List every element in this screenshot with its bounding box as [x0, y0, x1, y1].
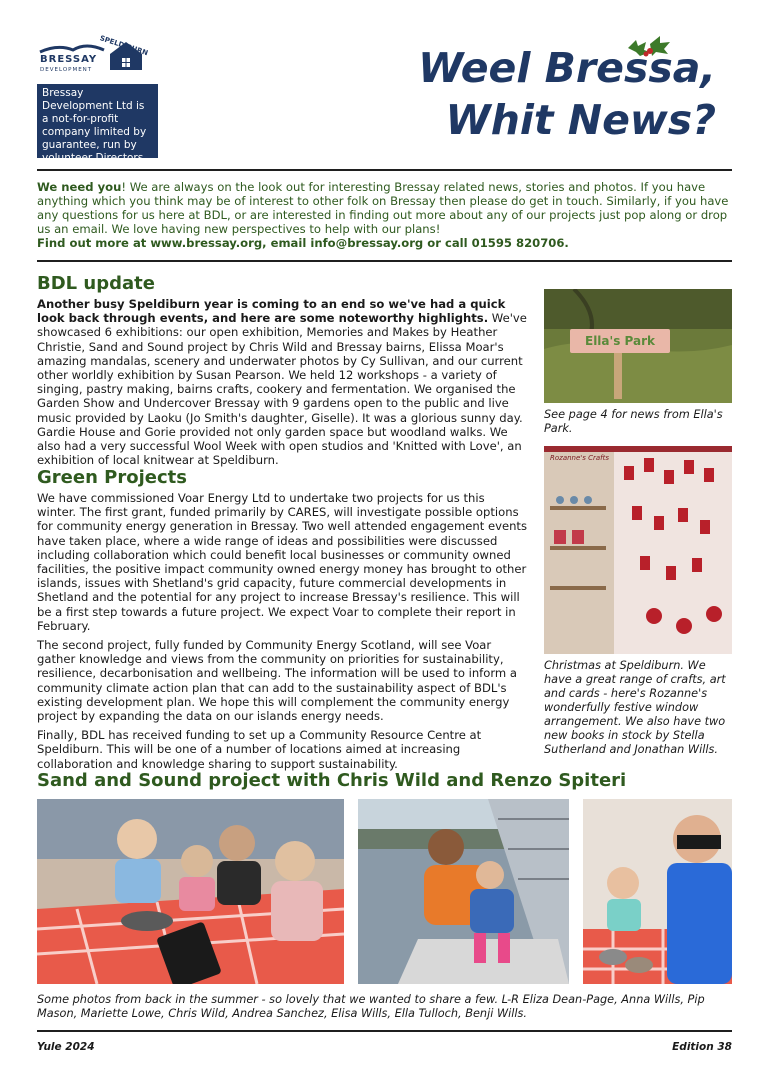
intro-paragraph: [37, 180, 732, 250]
intro-contact: Find out more at www.bressay.org, email info@bressay.org or call 01595 820706.: [37, 236, 569, 250]
logo-arc-text: SPELDIBURN: [98, 34, 149, 58]
sand-sound-photo-1: [37, 799, 344, 984]
green-projects-body: [37, 491, 527, 776]
rozannes-crafts-sign: Rozanne's Crafts: [550, 454, 609, 462]
page-title: [418, 42, 716, 146]
divider-middle: [37, 260, 732, 262]
divider-top: [37, 169, 732, 171]
green-projects-paragraph: We have commissioned Voar Energy Ltd to undertake two projects for us this winter. The first grant, funded primarily by CARES, will investigate possible options for community energy generation in Bressay. Two well attended engagement events have taken place, where a wide range of ideas and possibilities were discussed including collaboration which could benefit local businesses or community owned facilities, the positive impact community owned energy money has brought to other islands, issues with Shetland's grid capacity, future commercial developments in Shetland and the potential for any project to increase Bressay's resilience. This will be a first step towards a future project. We expect Voar to complete their report in February.: [37, 491, 528, 633]
sand-sound-photo-3: [583, 799, 732, 984]
ellas-park-sign: Ella's Park: [585, 334, 655, 348]
logo-subtext: DEVELOPMENT: [40, 67, 93, 73]
bdl-update-text: We've showcased 6 exhibitions: our open exhibition, Memories and Makes by Heather Christie, Sand and Sound project by Chris Wild and Bressay bairns, Elissa Moar's amazing mandalas, scenery and underwater photos by Cy Sullivan, and our current other worldly exhibition by Susan Pearson. We held 12 workshops - a variety of singing, pastry making, bairns crafts, cookery and fermentation. We organised the Garden Show and Undercover Bressay with 9 gardens open to the public and live music provided by Laoku (Jo Smith's daughter, Giselle). It was a glorious sunny day. Gardie House and Gorie provided not only garden space but woodland walks. We also had a very successful Wool Week with open studios and 'Knitted with Love', an exhibition of local knitwear at Speldiburn.: [37, 311, 527, 468]
ellas-park-photo: [544, 289, 732, 403]
ellas-park-caption: See page 4 for news from Ella's Park.: [544, 408, 723, 435]
sand-sound-photo-2: [358, 799, 569, 984]
sand-sound-caption: Some photos from back in the summer - so lovely that we wanted to share a few. L-R Eliza Dean-Page, Anna Wills, Pip Mason, Mariette Lowe, Chris Wild, Andrea Sanchez, Elisa Wills, Ella Tulloch, Benji Wills.: [37, 993, 705, 1020]
bdl-logo: [38, 34, 158, 82]
intro-lead: We need you: [37, 180, 122, 194]
title-line-1: Weel Bressa,: [418, 44, 716, 92]
rozannes-crafts-caption: Christmas at Speldiburn. We have a great range of crafts, art and cards - here's Rozanne's wonderfully festive window arrangement. We also have two new books in stock by Stella Sutherland and Jonathan Wills.: [544, 659, 726, 756]
bdl-update-body: [37, 297, 527, 467]
bdl-update-lead: Another busy Speldiburn year is coming to an end so we've had a quick look back through events, and here are some noteworthy highlights.: [37, 297, 506, 326]
rozannes-crafts-photo: [544, 446, 732, 654]
title-line-2: Whit News?: [445, 96, 716, 144]
logo-text: BRESSAY: [40, 54, 98, 65]
green-projects-heading: Green Projects: [37, 467, 187, 488]
green-projects-paragraph: The second project, fully funded by Community Energy Scotland, will see Voar gather knowledge and views from the community on priorities for sustainability, resilience, decarbonisation and wellbeing. The information will be used to inform a community climate action plan that can add to the sustainability aspect of BDL's existing development plan. We hope this will complement the community energy project by expanding the data on our islands energy needs.: [37, 638, 517, 724]
green-projects-paragraph: Finally, BDL has received funding to set up a Community Resource Centre at Speldiburn. This will be one of a number of locations aimed at increasing collaboration and knowledge sharing to support sustainability.: [37, 728, 482, 771]
divider-bottom: [37, 1030, 732, 1032]
footer-edition: Edition 38: [672, 1041, 732, 1053]
intro-body: ! We are always on the look out for interesting Bressay related news, stories and photos. If you have anything which you think may be of interest to other folk on Bressay then please do get in touch. Similarly, if you have any questions for us here at BDL, or are interested in finding out more about any of our projects just pop along or drop us an email. We love having new perspectives to help with our plans!: [37, 180, 729, 236]
sand-sound-heading: Sand and Sound project with Chris Wild and Renzo Spiteri: [37, 770, 627, 791]
footer-date: Yule 2024: [37, 1041, 95, 1053]
info-box: Bressay Development Ltd is a not-for-profit company limited by guarantee, run by volunteer Directors.: [37, 84, 158, 158]
bdl-update-heading: BDL update: [37, 273, 155, 294]
